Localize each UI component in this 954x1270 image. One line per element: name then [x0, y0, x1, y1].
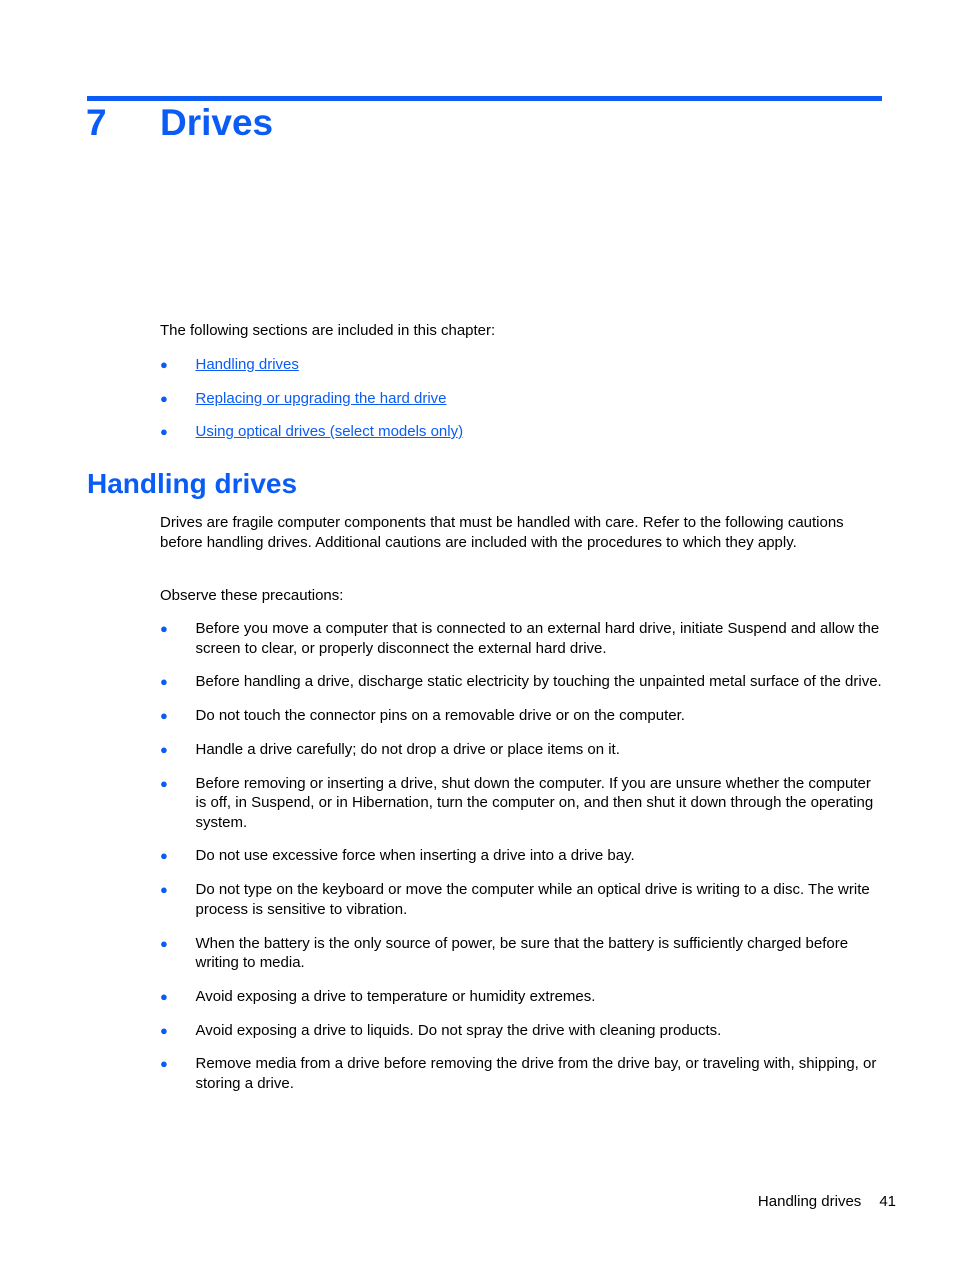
bullet-dot-icon: ●	[160, 1056, 168, 1072]
footer-section-name: Handling drives	[757, 1193, 862, 1210]
precaution-text: Before removing or inserting a drive, shut down the computer. If you are unsure whether the computer is off, in Suspend, or in Hibernation, turn the computer on, and then shut it down through the operating system.	[195, 774, 874, 831]
list-item	[160, 706, 882, 726]
precaution-text: Remove media from a drive before removing the drive from the drive bay, or traveling with, shipping, or storing a drive.	[195, 1055, 877, 1092]
precaution-text: Do not type on the keyboard or move the computer while an optical drive is writing to a disc. The write process is sensitive to vibration.	[195, 881, 870, 918]
page-number: 41	[879, 1193, 896, 1210]
bullet-dot-icon: ●	[160, 741, 168, 757]
list-item	[160, 422, 882, 442]
precautions-list	[160, 619, 882, 1108]
list-item	[160, 672, 882, 692]
list-item	[160, 619, 882, 658]
section-heading: Handling drives	[87, 468, 298, 499]
precaution-text: Before you move a computer that is connected to an external hard drive, initiate Suspend and allow the screen to clear, or properly disconnect the external hard drive.	[195, 620, 880, 657]
list-item	[160, 1021, 882, 1041]
list-item	[160, 740, 882, 760]
bullet-dot-icon: ●	[160, 882, 168, 898]
precaution-text: Handle a drive carefully; do not drop a drive or place items on it.	[195, 740, 620, 758]
bullet-dot-icon: ●	[160, 775, 168, 791]
list-item	[160, 880, 882, 919]
toc-link-optical-drives[interactable]: Using optical drives (select models only)	[195, 423, 464, 440]
bullet-dot-icon: ●	[160, 357, 168, 372]
bullet-dot-icon: ●	[160, 988, 168, 1004]
chapter-title	[86, 100, 273, 146]
chapter-title-text: Drives	[160, 102, 274, 143]
bullet-dot-icon: ●	[160, 1022, 168, 1038]
toc-link-replacing-hard-drive[interactable]: Replacing or upgrading the hard drive	[195, 389, 447, 407]
page-footer	[758, 1192, 896, 1211]
chapter-number: 7	[86, 102, 107, 143]
precautions-intro: Observe these precautions:	[160, 587, 344, 604]
precaution-text: Do not use excessive force when inserting a drive into a drive bay.	[195, 847, 635, 865]
precaution-text: Do not touch the connector pins on a removable drive or on the computer.	[195, 707, 685, 725]
toc-link-handling-drives[interactable]: Handling drives	[195, 356, 299, 373]
bullet-dot-icon: ●	[160, 390, 168, 406]
list-item	[160, 987, 882, 1007]
bullet-dot-icon: ●	[160, 708, 168, 724]
bullet-dot-icon: ●	[160, 621, 168, 636]
chapter-toc-list	[160, 355, 882, 456]
bullet-dot-icon: ●	[160, 424, 168, 439]
list-item	[160, 934, 882, 973]
precaution-text: When the battery is the only source of power, be sure that the battery is sufficiently charged before writing to media.	[195, 934, 849, 972]
intro-text: The following sections are included in this chapter:	[160, 322, 496, 339]
list-item	[160, 355, 882, 375]
bullet-dot-icon: ●	[160, 935, 168, 951]
list-item	[160, 846, 882, 866]
list-item	[160, 1054, 882, 1093]
bullet-dot-icon: ●	[160, 848, 168, 864]
list-item	[160, 389, 882, 409]
bullet-dot-icon: ●	[160, 674, 168, 690]
precaution-text: Before handling a drive, discharge static electricity by touching the unpainted metal surface of the drive.	[195, 673, 882, 691]
precaution-text: Avoid exposing a drive to liquids. Do not spray the drive with cleaning products.	[195, 1021, 722, 1039]
precaution-text: Avoid exposing a drive to temperature or humidity extremes.	[195, 987, 596, 1005]
list-item	[160, 774, 882, 833]
section-paragraph: Drives are fragile computer components that must be handled with care. Refer to the following cautions before handling drives. Additional cautions are included with the procedures to which they apply.	[160, 514, 844, 551]
